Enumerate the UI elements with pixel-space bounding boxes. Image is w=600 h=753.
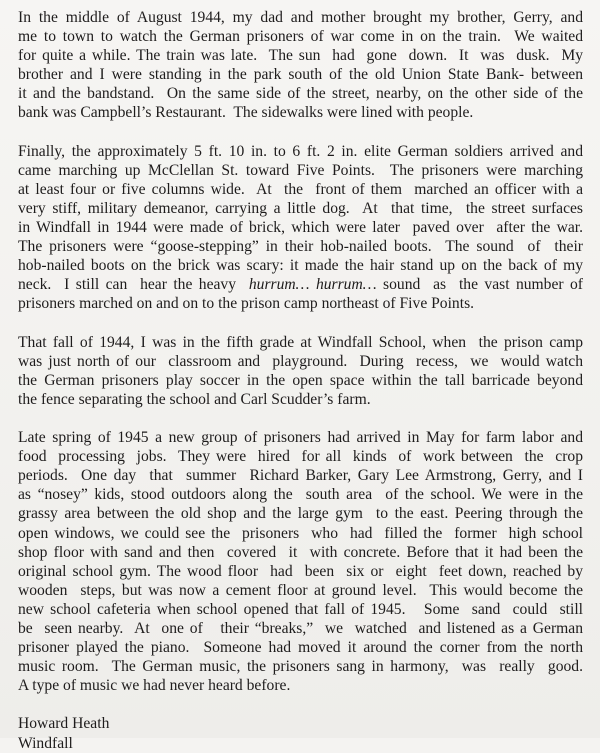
text-line: bank was Campbell’s Restaurant. The sidewalks were lined with people. [18, 104, 474, 122]
text-line: very stiff, military demeanor, carrying a little dog. At that time, the street surfaces [18, 199, 583, 217]
text-line: prisoner played the piano. Someone had moved it around the corner from the north [18, 639, 583, 657]
text-line: was just north of our classroom and playground. During recess, we would watch [18, 352, 583, 370]
text-line: be seen nearby. At one of their “breaks,” we watched and listened as a German [18, 620, 583, 637]
text-line: Finally, the approximately 5 ft. 10 in. to 6 ft. 2 in. elite German soldiers arrived and [18, 142, 583, 160]
text-line: original school gym. The wood floor had been six or eight feet down, reached by [18, 562, 583, 580]
text-line: in Windfall in 1944 were made of brick, which were later paved over after the war. [18, 219, 583, 237]
text-line: me to town to watch the German prisoners of war come in on the train. We waited [18, 28, 583, 46]
text-line: A type of music we had never heard before. [18, 677, 291, 695]
author-place: Windfall [18, 734, 73, 752]
text-line-hurrum [18, 275, 583, 294]
text-line: music room. The German music, the prisoners sang in harmony, was really good. [18, 658, 583, 676]
text-line: grassy area between the old shop and the large gym to the east. Peering through the [18, 505, 583, 523]
text-line: for quite a while. The train was late. The sun had gone down. It was dusk. My [18, 47, 583, 65]
italic-onomatopoeia: hurrum… hurrum… [248, 276, 377, 294]
text-segment: sound as the vast number of [376, 276, 583, 294]
text-segment: neck. I still can hear the heavy [18, 276, 249, 294]
paragraph-3 [18, 333, 583, 409]
letter-body [18, 8, 583, 753]
text-line: food processing jobs. They were hired for all kinds of work between the crop [18, 448, 583, 466]
text-line: The prisoners were “goose-stepping” in their hob-nailed boots. The sound of their [18, 238, 583, 256]
text-line: new school cafeteria when school opened that fall of 1945. Some sand could still [18, 600, 583, 618]
signature-block [18, 714, 583, 752]
paragraph-2 [18, 142, 583, 314]
text-line: at least four or five columns wide. At the front of them marched an officer with a [18, 180, 583, 198]
text-line: prisoners marched on and on to the prison camp northeast of Five Points. [18, 295, 475, 313]
text-line: the fence separating the school and Carl Scudder’s farm. [18, 390, 371, 408]
text-line: it and the bandstand. On the same side of the street, nearby, on the other side of the [18, 85, 583, 103]
text-line: came marching up McClellan St. toward Five Points. The prisoners were marching [18, 161, 583, 179]
text-line: Late spring of 1945 a new group of prisoners had arrived in May for farm labor and [18, 429, 583, 447]
paragraph-1 [18, 8, 583, 123]
text-line: periods. One day that summer Richard Barker, Gary Lee Armstrong, Gerry, and I [18, 467, 583, 485]
text-line: hob-nailed boots on the brick was scary: it made the hair stand up on the back of my [18, 257, 583, 275]
text-line: brother and I were standing in the park south of the old Union State Bank- between [18, 66, 583, 84]
text-line: the German prisoners play soccer in the open space within the tall barricade beyond [18, 371, 583, 389]
paragraph-4 [18, 428, 583, 695]
text-line: That fall of 1944, I was in the fifth grade at Windfall School, when the prison camp [18, 333, 583, 351]
text-line: open windows, we could see the prisoners who had filled the former high school [18, 524, 583, 542]
text-line: as “nosey” kids, stood outdoors along the south area of the school. We were in the [18, 486, 583, 504]
text-line: wooden steps, but was now a cement floor at ground level. This would become the [18, 581, 583, 599]
author-name: Howard Heath [18, 715, 110, 733]
text-line: shop floor with sand and then covered it with concrete. Before that it had been the [18, 543, 583, 561]
text-line: In the middle of August 1944, my dad and mother brought my brother, Gerry, and [18, 9, 583, 26]
